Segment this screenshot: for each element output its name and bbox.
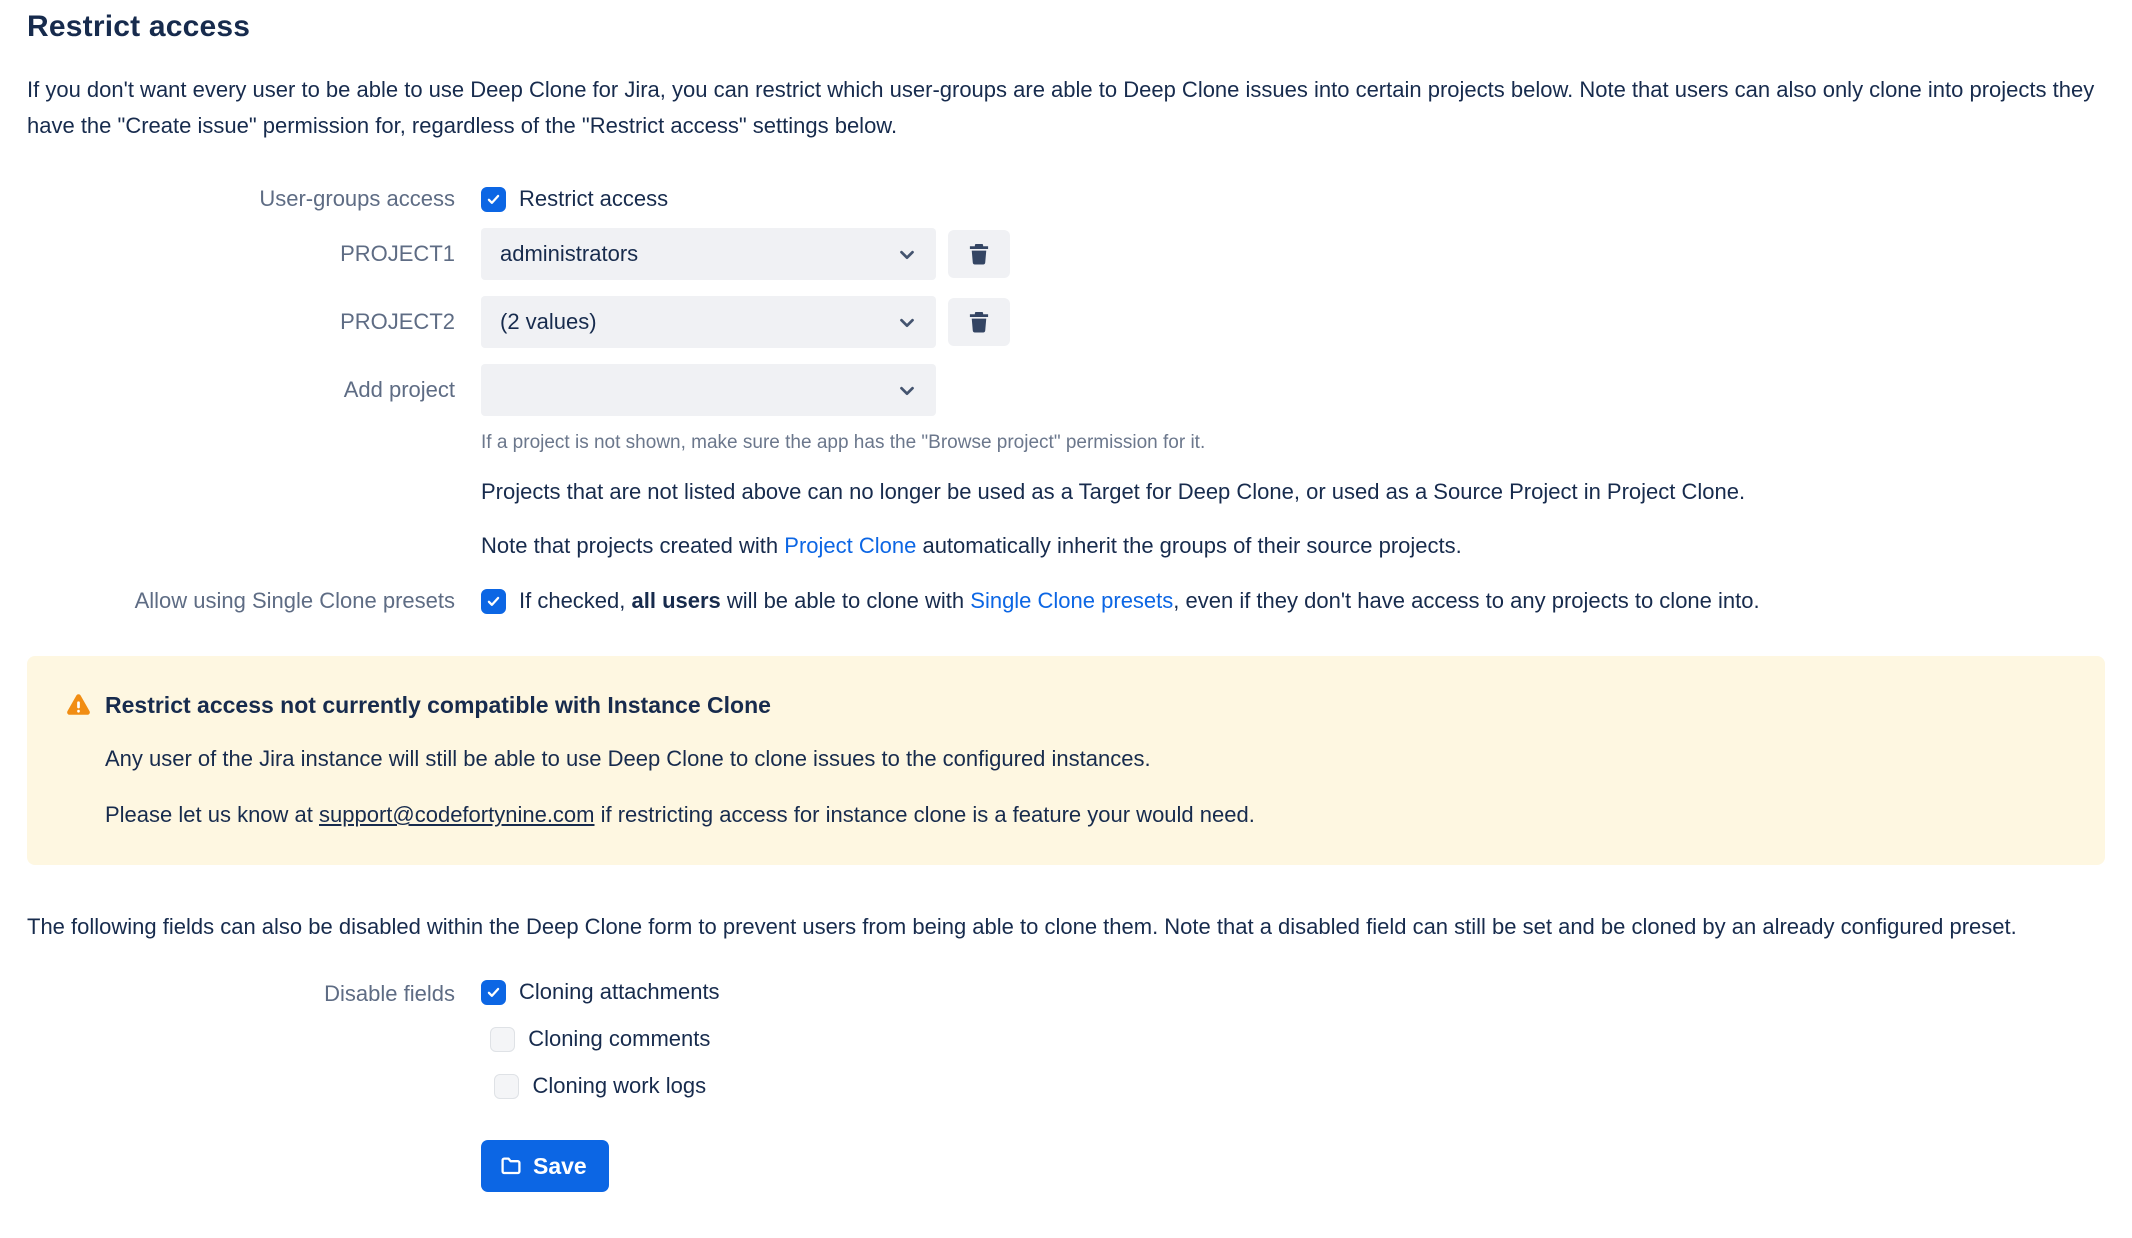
disable-fields-label: Disable fields (324, 981, 455, 1006)
folder-icon (499, 1154, 523, 1178)
warning-line1: Any user of the Jira instance will still be able to use Deep Clone to clone issues to the configured instances. (105, 746, 1151, 771)
warning-line2 (105, 799, 2067, 831)
checkmark-icon (485, 984, 502, 1001)
project1-select-value: administrators (500, 241, 639, 266)
cloning-comments-label: Cloning comments (528, 1026, 711, 1051)
single-clone-presets-row (27, 588, 2105, 614)
disable-fields-row (27, 979, 2105, 1192)
presets-text-bold: all users (631, 588, 721, 613)
chevron-down-icon (896, 243, 918, 265)
project-clone-note (481, 530, 1462, 562)
page-title: Restrict access (27, 10, 251, 43)
restrict-access-checkbox-label: Restrict access (519, 186, 669, 211)
add-project-select[interactable] (481, 364, 936, 416)
project2-delete-button[interactable] (948, 298, 1010, 346)
cloning-attachments-checkbox[interactable] (481, 980, 506, 1005)
project2-select-value: (2 values) (500, 309, 597, 334)
chevron-down-icon (896, 379, 918, 401)
warning-triangle-icon (65, 692, 92, 719)
cloning-comments-checkbox[interactable] (490, 1027, 515, 1052)
project2-groups-select[interactable] (481, 296, 936, 348)
single-clone-presets-label: Allow using Single Clone presets (134, 588, 455, 613)
checkmark-icon (485, 191, 502, 208)
note2-pre: Note that projects created with (481, 533, 785, 558)
disable-fields-intro: The following fields can also be disabled within the Deep Clone form to prevent users from being able to clone them. Note that a disabled field can still be set and be cloned by an already configured preset. (27, 914, 2017, 939)
trash-icon (966, 241, 992, 267)
chevron-down-icon (896, 311, 918, 333)
single-clone-presets-link[interactable]: Single Clone presets (970, 588, 1174, 613)
browse-permission-helper-row (27, 432, 2105, 454)
cloning-attachments-item (481, 979, 720, 1005)
project2-label: PROJECT2 (340, 309, 455, 334)
single-clone-presets-checkbox[interactable] (481, 589, 506, 614)
cloning-work-logs-item (494, 1073, 706, 1099)
save-button[interactable] (481, 1140, 609, 1192)
save-button-label: Save (533, 1152, 587, 1179)
add-project-label: Add project (343, 377, 455, 402)
add-project-row (27, 364, 2105, 416)
presets-text-mid: will be able to clone with (720, 588, 971, 613)
project-clone-note-row (27, 530, 2105, 562)
support-email-link[interactable]: support@codefortynine.com (319, 802, 595, 827)
projects-not-listed-note: Projects that are not listed above can no longer be used as a Target for Deep Clone, or used as a Source Project in Project Clone. (481, 479, 1746, 504)
single-clone-presets-text (519, 588, 1760, 614)
warning-line2-post: if restricting access for instance clone is a feature your would need. (594, 802, 1255, 827)
project1-groups-select[interactable] (481, 228, 936, 280)
presets-text-pre: If checked, (519, 588, 632, 613)
project1-delete-button[interactable] (948, 230, 1010, 278)
checkmark-icon (485, 593, 502, 610)
cloning-work-logs-checkbox[interactable] (494, 1074, 519, 1099)
cloning-attachments-label: Cloning attachments (519, 979, 720, 1004)
project1-row (27, 228, 2105, 280)
presets-text-post: , even if they don't have access to any projects to clone into. (1173, 588, 1760, 613)
browse-permission-helper: If a project is not shown, make sure the app has the "Browse project" permission for it. (481, 432, 1206, 453)
intro-text: If you don't want every user to be able to use Deep Clone for Jira, you can restrict which user-groups are able to Deep Clone issues into certain projects below. Note that users can also only clone into projects they have the "Create issue" permission for, regardless of the "Restrict access" settings below. (27, 77, 2095, 138)
project1-label: PROJECT1 (340, 241, 455, 266)
project-clone-link[interactable]: Project Clone (784, 533, 917, 558)
projects-note-row (27, 476, 2105, 508)
user-groups-access-label: User-groups access (259, 186, 455, 211)
instance-clone-warning-box (27, 656, 2105, 865)
note2-post: automatically inherit the groups of their source projects. (916, 533, 1462, 558)
cloning-work-logs-label: Cloning work logs (532, 1073, 707, 1098)
cloning-comments-item (490, 1026, 710, 1052)
restrict-access-checkbox[interactable] (481, 187, 506, 212)
warning-title: Restrict access not currently compatible with Instance Clone (105, 692, 771, 718)
project2-row (27, 296, 2105, 348)
warning-line2-pre: Please let us know at (105, 802, 320, 827)
trash-icon (966, 309, 992, 335)
user-groups-access-row (27, 186, 2105, 212)
